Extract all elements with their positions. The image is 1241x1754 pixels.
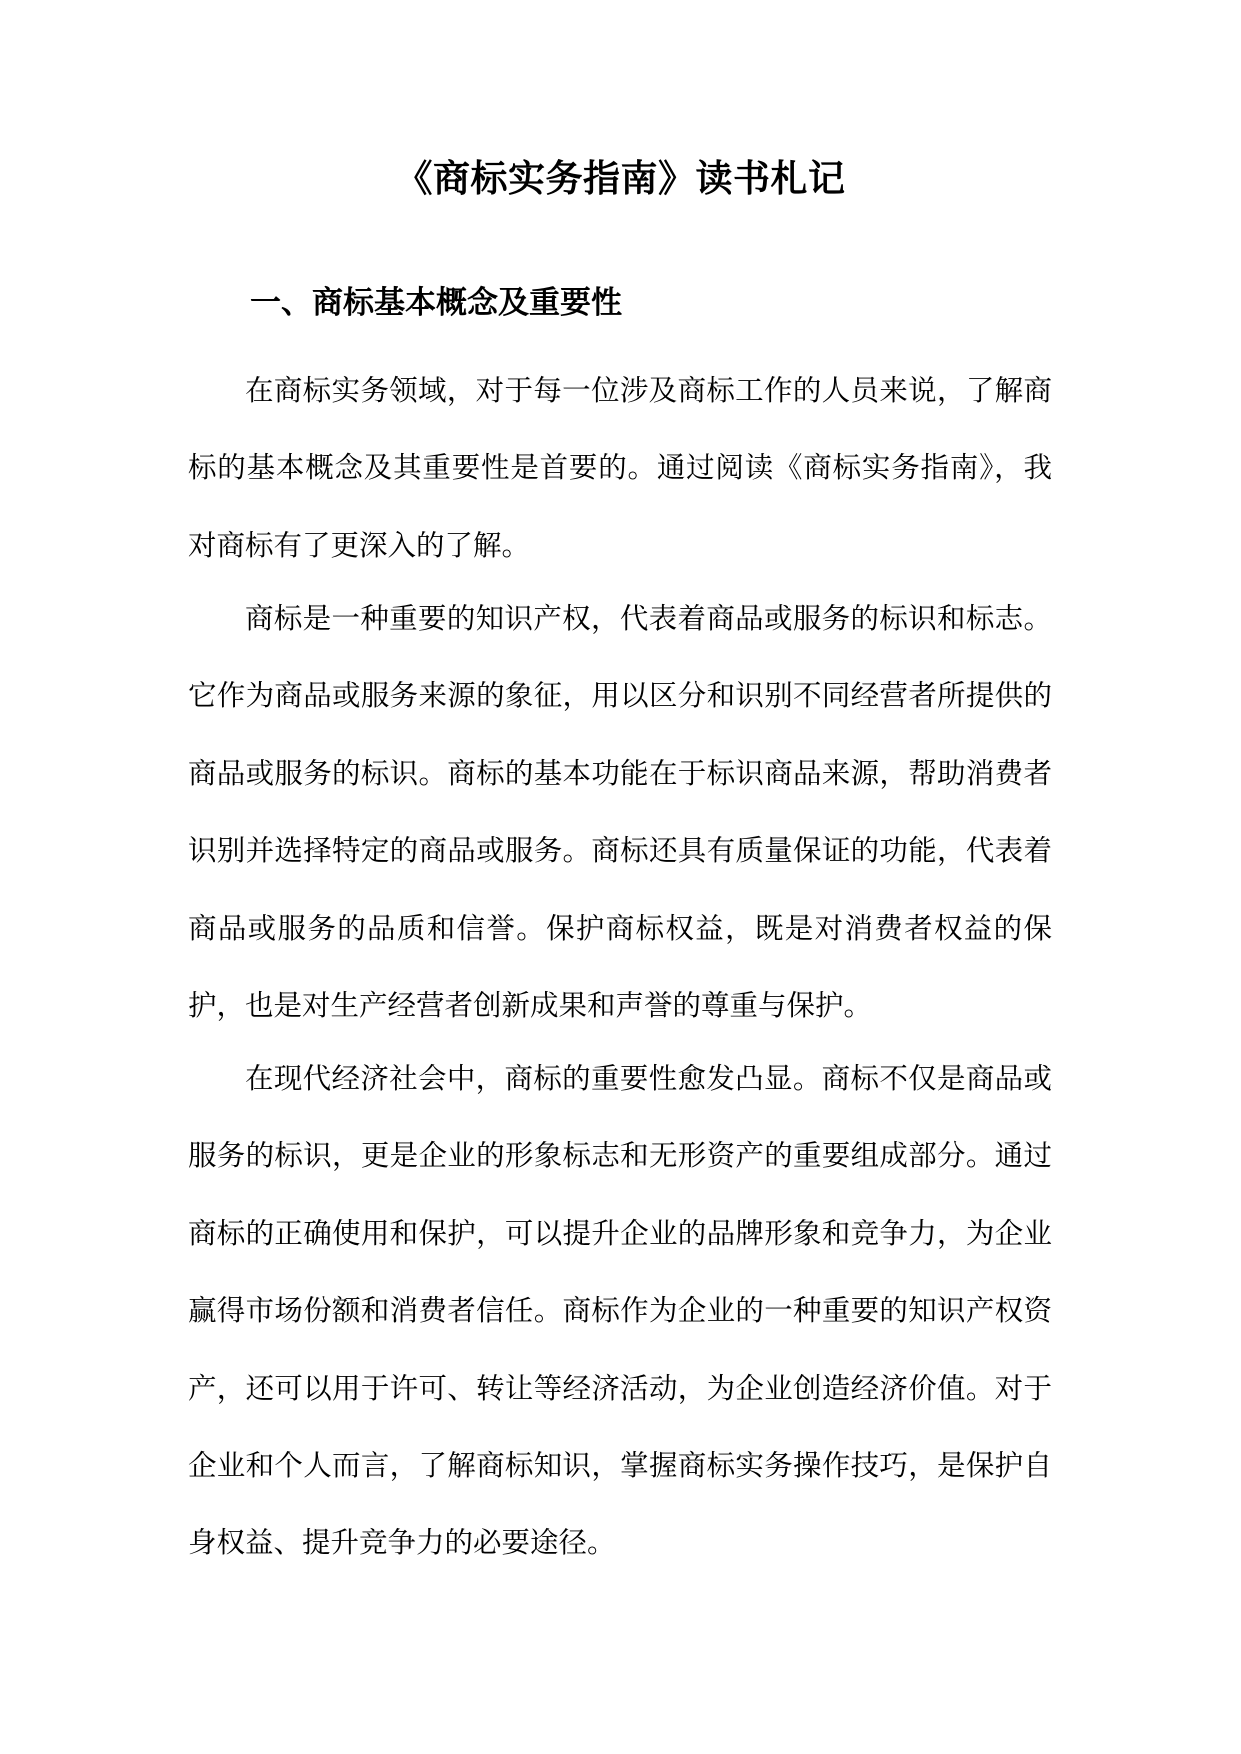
body-paragraph-3: 在现代经济社会中，商标的重要性愈发凸显。商标不仅是商品或服务的标识，更是企业的形象标志和无形资产的重要组成部分。通过商标的正确使用和保护，可以提升企业的品牌形象和竞争力，为企业赢得市场份额和消费者信任。商标作为企业的一种重要的知识产权资产，还可以用于许可、转让等经济活动，为企业创造经济价值。对于企业和个人而言，了解商标知识，掌握商标实务操作技巧，是保护自身权益、提升竞争力的必要途径。 — [188, 1062, 1052, 1560]
section-heading: 一、商标基本概念及重要性 — [250, 285, 622, 321]
body-paragraph-1: 在商标实务领域，对于每一位涉及商标工作的人员来说，了解商标的基本概念及其重要性是首要的。通过阅读《商标实务指南》，我对商标有了更深入的了解。 — [188, 374, 1052, 562]
document-title: 《商标实务指南》读书札记 — [395, 156, 846, 200]
body-paragraph-2: 商标是一种重要的知识产权，代表着商品或服务的标识和标志。它作为商品或服务来源的象征，用以区分和识别不同经营者所提供的商品或服务的标识。商标的基本功能在于标识商品来源，帮助消费者识别并选择特定的商品或服务。商标还具有质量保证的功能，代表着商品或服务的品质和信誉。保护商标权益，既是对消费者权益的保护，也是对生产经营者创新成果和声誉的尊重与保护。 — [188, 602, 1052, 1023]
